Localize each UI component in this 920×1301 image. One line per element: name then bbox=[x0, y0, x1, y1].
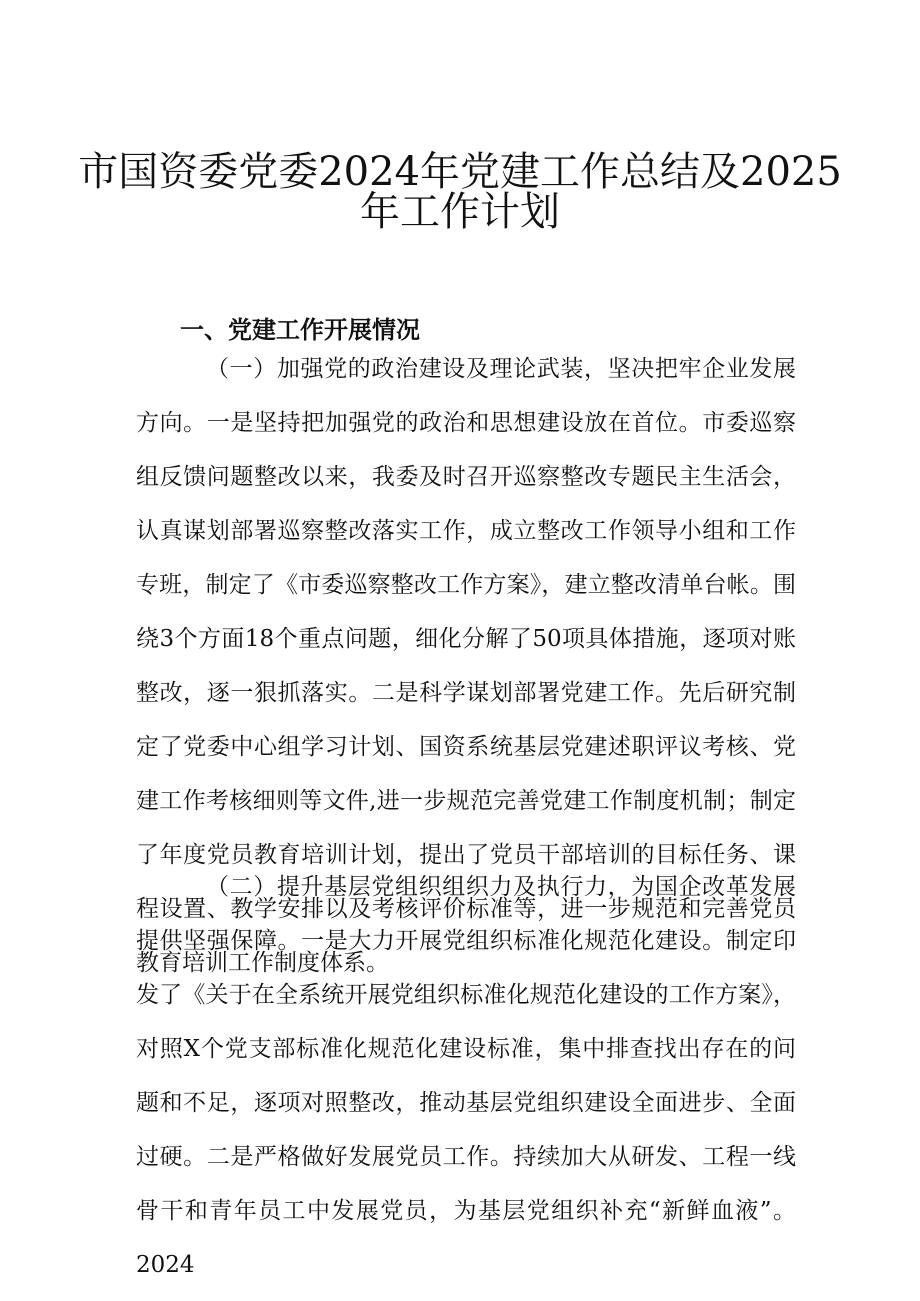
paragraph-2: （二）提升基层党组织组织力及执行力，为国企改革发展提供坚强保障。一是大力开展党组织标准化规范化建设。制定印发了《关于在全系统开展党组织标准化规范化建设的工作方案》，对照X个党支部标准化规范化建设标准，集中排查找出存在的问题和不足，逐项对照整改，推动基层党组织建设全面进步、全面过硬。二是严格做好发展党员工作。持续加大从研发、工程一线骨干和青年员工中发展党员，为基层党组织补充“新鲜血液”。2024 bbox=[136, 874, 796, 1278]
document-title-line-1: 市国资委党委2024年党建工作总结及2025 bbox=[78, 149, 842, 195]
paragraph-1: （一）加强党的政治建设及理论武装，坚决把牢企业发展方向。一是坚持把加强党的政治和思想建设放在首位。市委巡察组反馈问题整改以来，我委及时召开巡察整改专题民主生活会，认真谋划部署巡察整改落实工作，成立整改工作领导小组和工作专班，制定了《市委巡察整改工作方案》，建立整改清单台帐。围绕3个方面18个重点问题，细化分解了50项具体措施，逐项对账整改，逐一狠抓落实。二是科学谋划部署党建工作。先后研究制定了党委中心组学习计划、国资系统基层党建述职评议考核、党建工作考核细则等文件,进一步规范完善党建工作制度机制；制定了年度党员教育培训计划，提出了党员干部培训的目标任务、课程设置、教学安排以及考核评价标准等，进一步规范和完善党员教育培训工作制度体系。 bbox=[136, 356, 796, 976]
section-heading: 一、党建工作开展情况 bbox=[180, 316, 420, 344]
paragraph-block-2 bbox=[136, 860, 796, 1292]
document-title-line-2: 年工作计划 bbox=[360, 189, 560, 235]
